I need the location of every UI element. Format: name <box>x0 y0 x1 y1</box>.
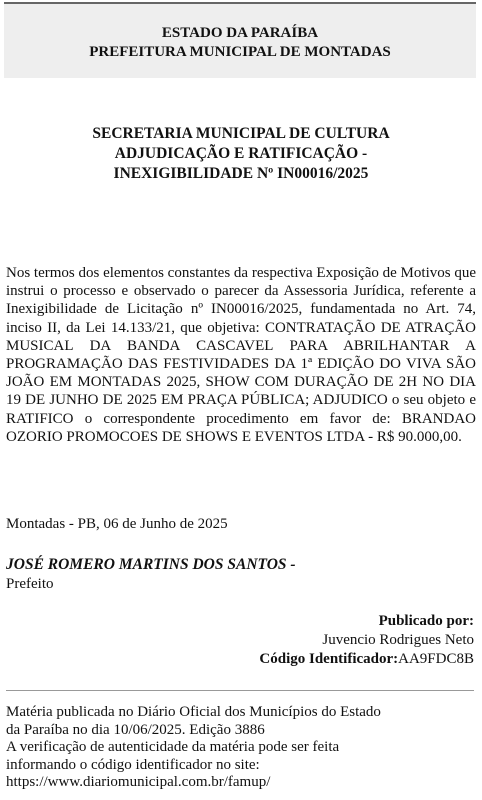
date-line: Montadas - PB, 06 de Junho de 2025 <box>6 516 228 532</box>
publisher-name: Juvencio Rodrigues Neto <box>322 632 474 648</box>
verification-url[interactable]: https://www.diariomunicipal.com.br/famup/ <box>6 774 271 791</box>
footer-line: da Paraíba no dia 10/06/2025. Edição 3886 <box>6 721 265 738</box>
document-title <box>8 124 474 184</box>
footer-divider <box>6 690 474 691</box>
footer-line: Matéria publicada no Diário Oficial dos Municípios do Estado <box>6 704 381 720</box>
process-number: INEXIGIBILIDADE Nº IN00016/2025 <box>113 165 369 182</box>
footer-note <box>6 704 476 792</box>
municipality-name: PREFEITURA MUNICIPAL DE MONTADAS <box>89 44 391 60</box>
act-title: ADJUDICAÇÃO E RATIFICAÇÃO - <box>114 145 368 162</box>
document-header <box>4 2 476 78</box>
published-by-label: Publicado por: <box>378 613 474 629</box>
code-label: Código Identificador: <box>259 651 399 667</box>
state-name: ESTADO DA PARAÍBA <box>161 25 319 41</box>
body-paragraph: Nos termos dos elementos constantes da respectiva Exposição de Motivos que instrui o processo e observado o parecer da Assessoria Jurídica, referente a Inexigibilidade de Licitação nº IN00016/2025, fundamentada no Art. 74, inciso II, da Lei 14.133/21, que objetiva: CONTRATAÇÃO DE ATRAÇÃO MUSICAL DA BANDA CASCAVEL PARA ABRILHANTAR A PROGRAMAÇÃO DAS FESTIVIDADES DA 1ª EDIÇÃO DO VIVA SÃO JOÃO EM MONTADAS 2025, SHOW COM DURAÇÃO DE 2H NO DIA 19 DE JUNHO DE 2025 EM PRAÇA PÚBLICA; ADJUDICO o seu objeto e RATIFICO o correspondente procedimento em favor de: BRANDAO OZORIO PROMOCOES DE SHOWS E EVENTOS LTDA - R$ 90.000,00. <box>6 265 476 445</box>
signer-name: JOSÉ ROMERO MARTINS DOS SANTOS - <box>6 556 296 573</box>
publication-info <box>259 612 474 669</box>
secretariat-title: SECRETARIA MUNICIPAL DE CULTURA <box>92 125 390 142</box>
footer-line: informando o código identificador no site: <box>6 756 260 773</box>
signer-role: Prefeito <box>6 576 54 592</box>
identifier-code: AA9FDC8B <box>398 651 474 667</box>
footer-line: A verificação de autenticidade da matéria pode ser feita <box>6 739 340 756</box>
